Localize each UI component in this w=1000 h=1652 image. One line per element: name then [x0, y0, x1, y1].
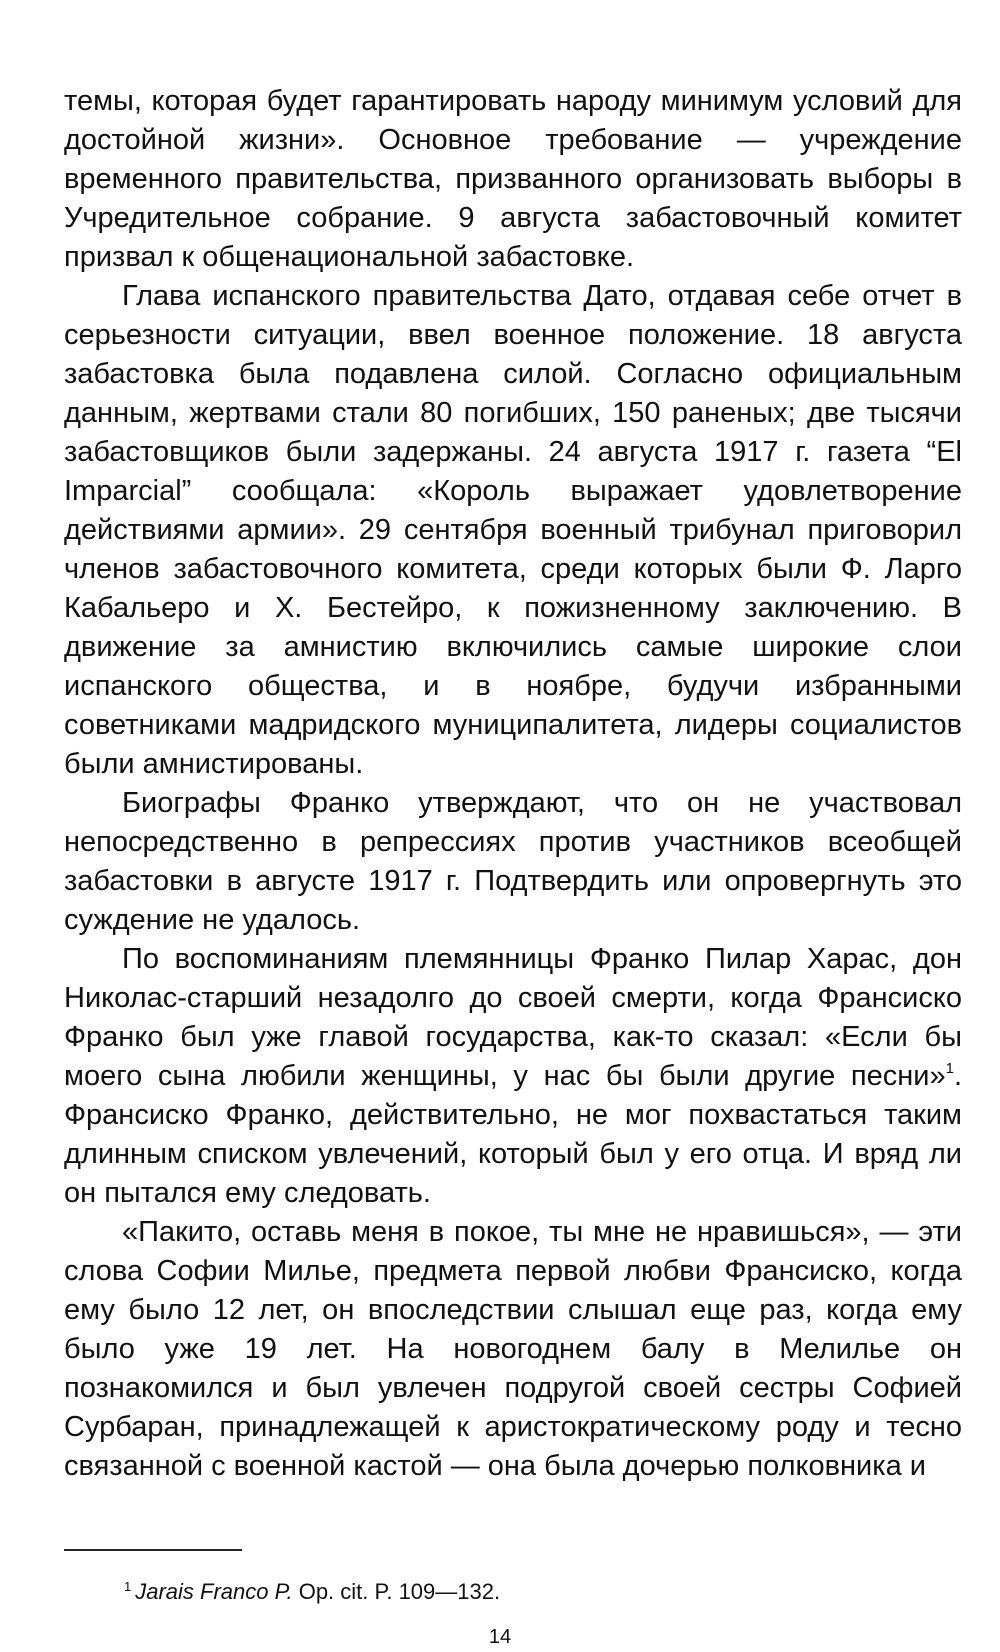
footnote-citation: Op. cit. P. 109—132.: [298, 1579, 501, 1604]
footnote: [124, 1573, 500, 1606]
paragraph-2: Глава испанского правительства Дато, отдавая себе отчет в серьезности ситуации, ввел военное положение. 18 августа забастовка была подавлена силой. Согласно официальным данным, жертвами стали 80 погибших, 150 раненых; две тысячи забастовщиков были задержаны. 24 августа 1917 г. газета “El Imparcial” сообщала: «Король выражает удовлетворение действиями армии». 29 сентября военный трибунал приговорил членов забастовочного комитета, среди которых были Ф. Ларго Кабальеро и Х. Бестейро, к пожизненному заключению. В движение за амнистию включились самые широкие слои испанского общества, и в ноябре, будучи избранными советниками мадридского муниципалитета, лидеры социалистов были амнистированы.: [64, 280, 962, 780]
paragraph-3: Биографы Франко утверждают, что он не участвовал непосредственно в репрессиях против участников всеобщей забастовки в августе 1917 г. Подтвердить или опровергнуть это суждение не удалось.: [64, 787, 962, 936]
footnote-reference: 1: [945, 1060, 954, 1077]
footnote-divider: [64, 1549, 242, 1551]
page-number: 14: [488, 1626, 512, 1648]
footnote-author: Jarais Franco P.: [135, 1579, 293, 1604]
paragraph-5: «Пакито, оставь меня в покое, ты мне не нравишься», — эти слова Софии Милье, предмета первой любви Франсиско, когда ему было 12 лет, он впоследствии слышал еще раз, когда ему было уже 19 лет. На новогоднем балу в Мелилье он познакомился и был увлечен подругой своей сестры Софией Сурбаран, принадлежащей к аристократическому роду и тесно связанной с военной кастой — она была дочерью полковника и: [64, 1216, 962, 1482]
paragraph-4: [64, 940, 962, 1213]
paragraph-4-after: . Франсиско Франко, действительно, не мог похвастаться таким длинным списком увлечений, который был у его отца. И вряд ли он пытался ему следовать.: [64, 1060, 962, 1209]
body-text: [64, 82, 962, 1486]
paragraph-1: темы, которая будет гарантировать народу минимум условий для достойной жизни». Основное требование — учреждение временного правительства, призванного организовать выборы в Учредительное собрание. 9 августа забастовочный комитет призвал к общенациональной забастовке.: [64, 85, 962, 273]
paragraph-4-before: По воспоминаниям племянницы Франко Пилар Харас, дон Николас-старший незадолго до своей смерти, когда Франсиско Франко был уже главой государства, как-то сказал: «Если бы моего сына любили женщины, у нас бы были другие песни»: [64, 943, 962, 1092]
footnote-marker: 1: [124, 1579, 132, 1594]
